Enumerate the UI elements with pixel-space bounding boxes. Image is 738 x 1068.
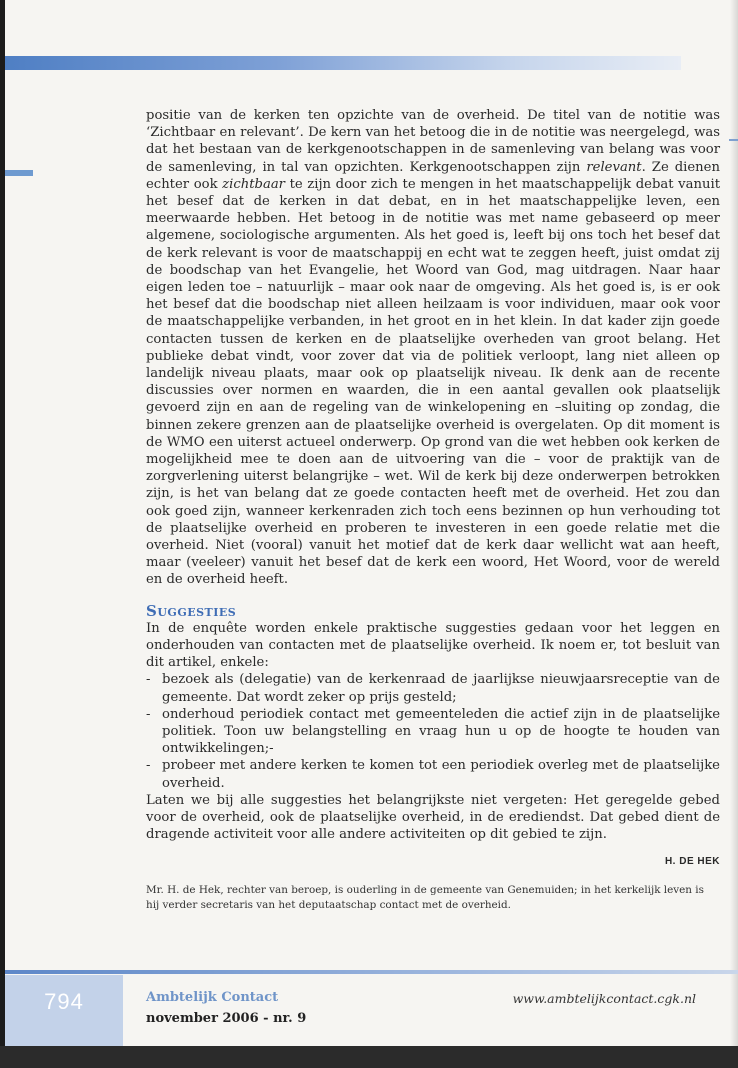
bullet-dash: - — [146, 706, 151, 722]
suggestions-intro: In de enquête worden enkele praktische suggesties gedaan voor het leggen en onderhouden van contacten met de plaatselijke overheid. Ik noem er, tot besluit van dit artikel, enkele: — [146, 620, 720, 671]
scan-left-edge — [0, 0, 5, 1068]
article-column — [146, 107, 720, 912]
footer-rule — [5, 970, 738, 974]
author-bio: Mr. H. de Hek, rechter van beroep, is ouderling in de gemeente van Genemuiden; in het kerkelijk leven is hij verder secretaris van het deputaatschap contact met de overheid. — [146, 884, 704, 911]
author-signature: H. DE HEK — [664, 856, 720, 868]
emphasis-zichtbaar: zichtbaar — [222, 176, 285, 192]
article-paragraph — [146, 107, 720, 589]
emphasis-relevant: relevant — [586, 159, 642, 175]
page-number-block — [5, 975, 123, 1046]
issue-label: november 2006 - nr. 9 — [146, 1011, 307, 1026]
margin-marker — [5, 170, 33, 176]
paragraph-text: positie van de kerken ten opzichte van de overheid. De titel van de notitie was ‘Zichtbaar en relevant’. De kern van het betoog die in de notitie was neergelegd, was dat het bestaan van de kerkgenootschappen in de samenleving van belang was voor de samenleving, in tal van opzichten. Kerkgenootschappen zijn — [146, 108, 720, 175]
scan-right-shadow — [730, 0, 738, 1046]
suggestions-list — [146, 671, 720, 791]
closing-paragraph: Laten we bij alle suggesties het belangrijkste niet vergeten: Het geregelde gebed voor de overheid, ook de plaatselijke overheid, in de erediendst. Dat gebed dient de dragende activiteit voor alle andere activiteiten op dit gebied te zijn. — [146, 792, 720, 843]
margin-marker-right — [729, 139, 738, 141]
list-item — [146, 706, 720, 758]
paragraph-text: . Ze dienen echter ook — [146, 159, 720, 192]
magazine-title: Ambtelijk Contact — [146, 990, 279, 1005]
section-heading: Suggesties — [146, 601, 237, 620]
header-color-band — [5, 56, 681, 70]
list-item-text: onderhoud periodiek contact met gemeenteleden die actief zijn in de plaatselijke politiek. Toon uw belangstelling en vraag hun u op de hoogte te houden van ontwikkelingen;- — [162, 706, 720, 757]
website-url[interactable]: www.ambtelijkcontact.cgk.nl — [512, 991, 696, 1006]
bullet-dash: - — [146, 758, 151, 774]
bullet-dash: - — [146, 672, 151, 688]
list-item — [146, 671, 720, 705]
page-number: 794 — [44, 989, 84, 1014]
list-item-text: probeer met andere kerken te komen tot een periodiek overleg met de plaatselijke overheid. — [162, 758, 720, 791]
scan-bottom-edge — [0, 1046, 738, 1068]
paragraph-text: te zijn door zich te mengen in het maatschappelijk debat vanuit het besef dat de kerken in dat debat, en in het maatschappelijke leven, een meerwaarde hebben. Het betoog in de notitie was met name gebaseerd op meer algemene, sociologische argumenten. Als het goed is, leeft bij ons toch het besef dat de kerk relevant is voor de maatschappij en echt wat te zeggen heeft, juist omdat zij de boodschap van het Evangelie, het Woord van God, mag uitdragen. Naar haar eigen leden toe – natuurlijk – maar ook naar de omgeving. Als het goed is, is er ook het besef dat die boodschap niet alleen heilzaam is voor individuen, maar ook voor de maatschappelijke verbanden, in het groot en in het klein. In dat kader zijn goede contacten tussen de kerken en de plaatselijke overheden van groot belang. Het publieke debat vindt, voor zover dat via de politiek verloopt, lang niet alleen op landelijk niveau plaats, maar ook op plaatselijk niveau. Ik denk aan de recente discussies over normen en waarden, die in een aantal gevallen ook plaatselijk gevoerd zijn en aan de regeling van de winkelopening en –sluiting op zondag, die binnen zekere grenzen aan de plaatselijke overheid is overgelaten. Op dit moment is de WMO een uiterst actueel onderwerp. Op grond van die wet hebben ook kerken de mogelijkheid mee te doen aan de uitvoering van die – voor de praktijk van de zorgverlening uiterst belangrijke – wet. Wil de kerk bij deze onderwerpen betrokken zijn, is het van belang dat ze goede contacten heeft met de overheid. Het zou dan ook goed zijn, wanneer kerkenraden zich toch eens bezinnen op hun verhouding tot de plaatselijke overheid en proberen te investeren in een goede relatie met die overheid. Niet (vooral) vanuit het motief dat de kerk daar wellicht wat aan heeft, maar (veeleer) vanuit het besef dat de kerk een woord, Het Woord, voor de wereld en de overheid heeft. — [146, 176, 720, 588]
list-item-text: bezoek als (delegatie) van de kerkenraad de jaarlijkse nieuwjaarsreceptie van de gemeente. Dat wordt zeker op prijs gesteld; — [162, 672, 720, 705]
list-item — [146, 757, 720, 791]
